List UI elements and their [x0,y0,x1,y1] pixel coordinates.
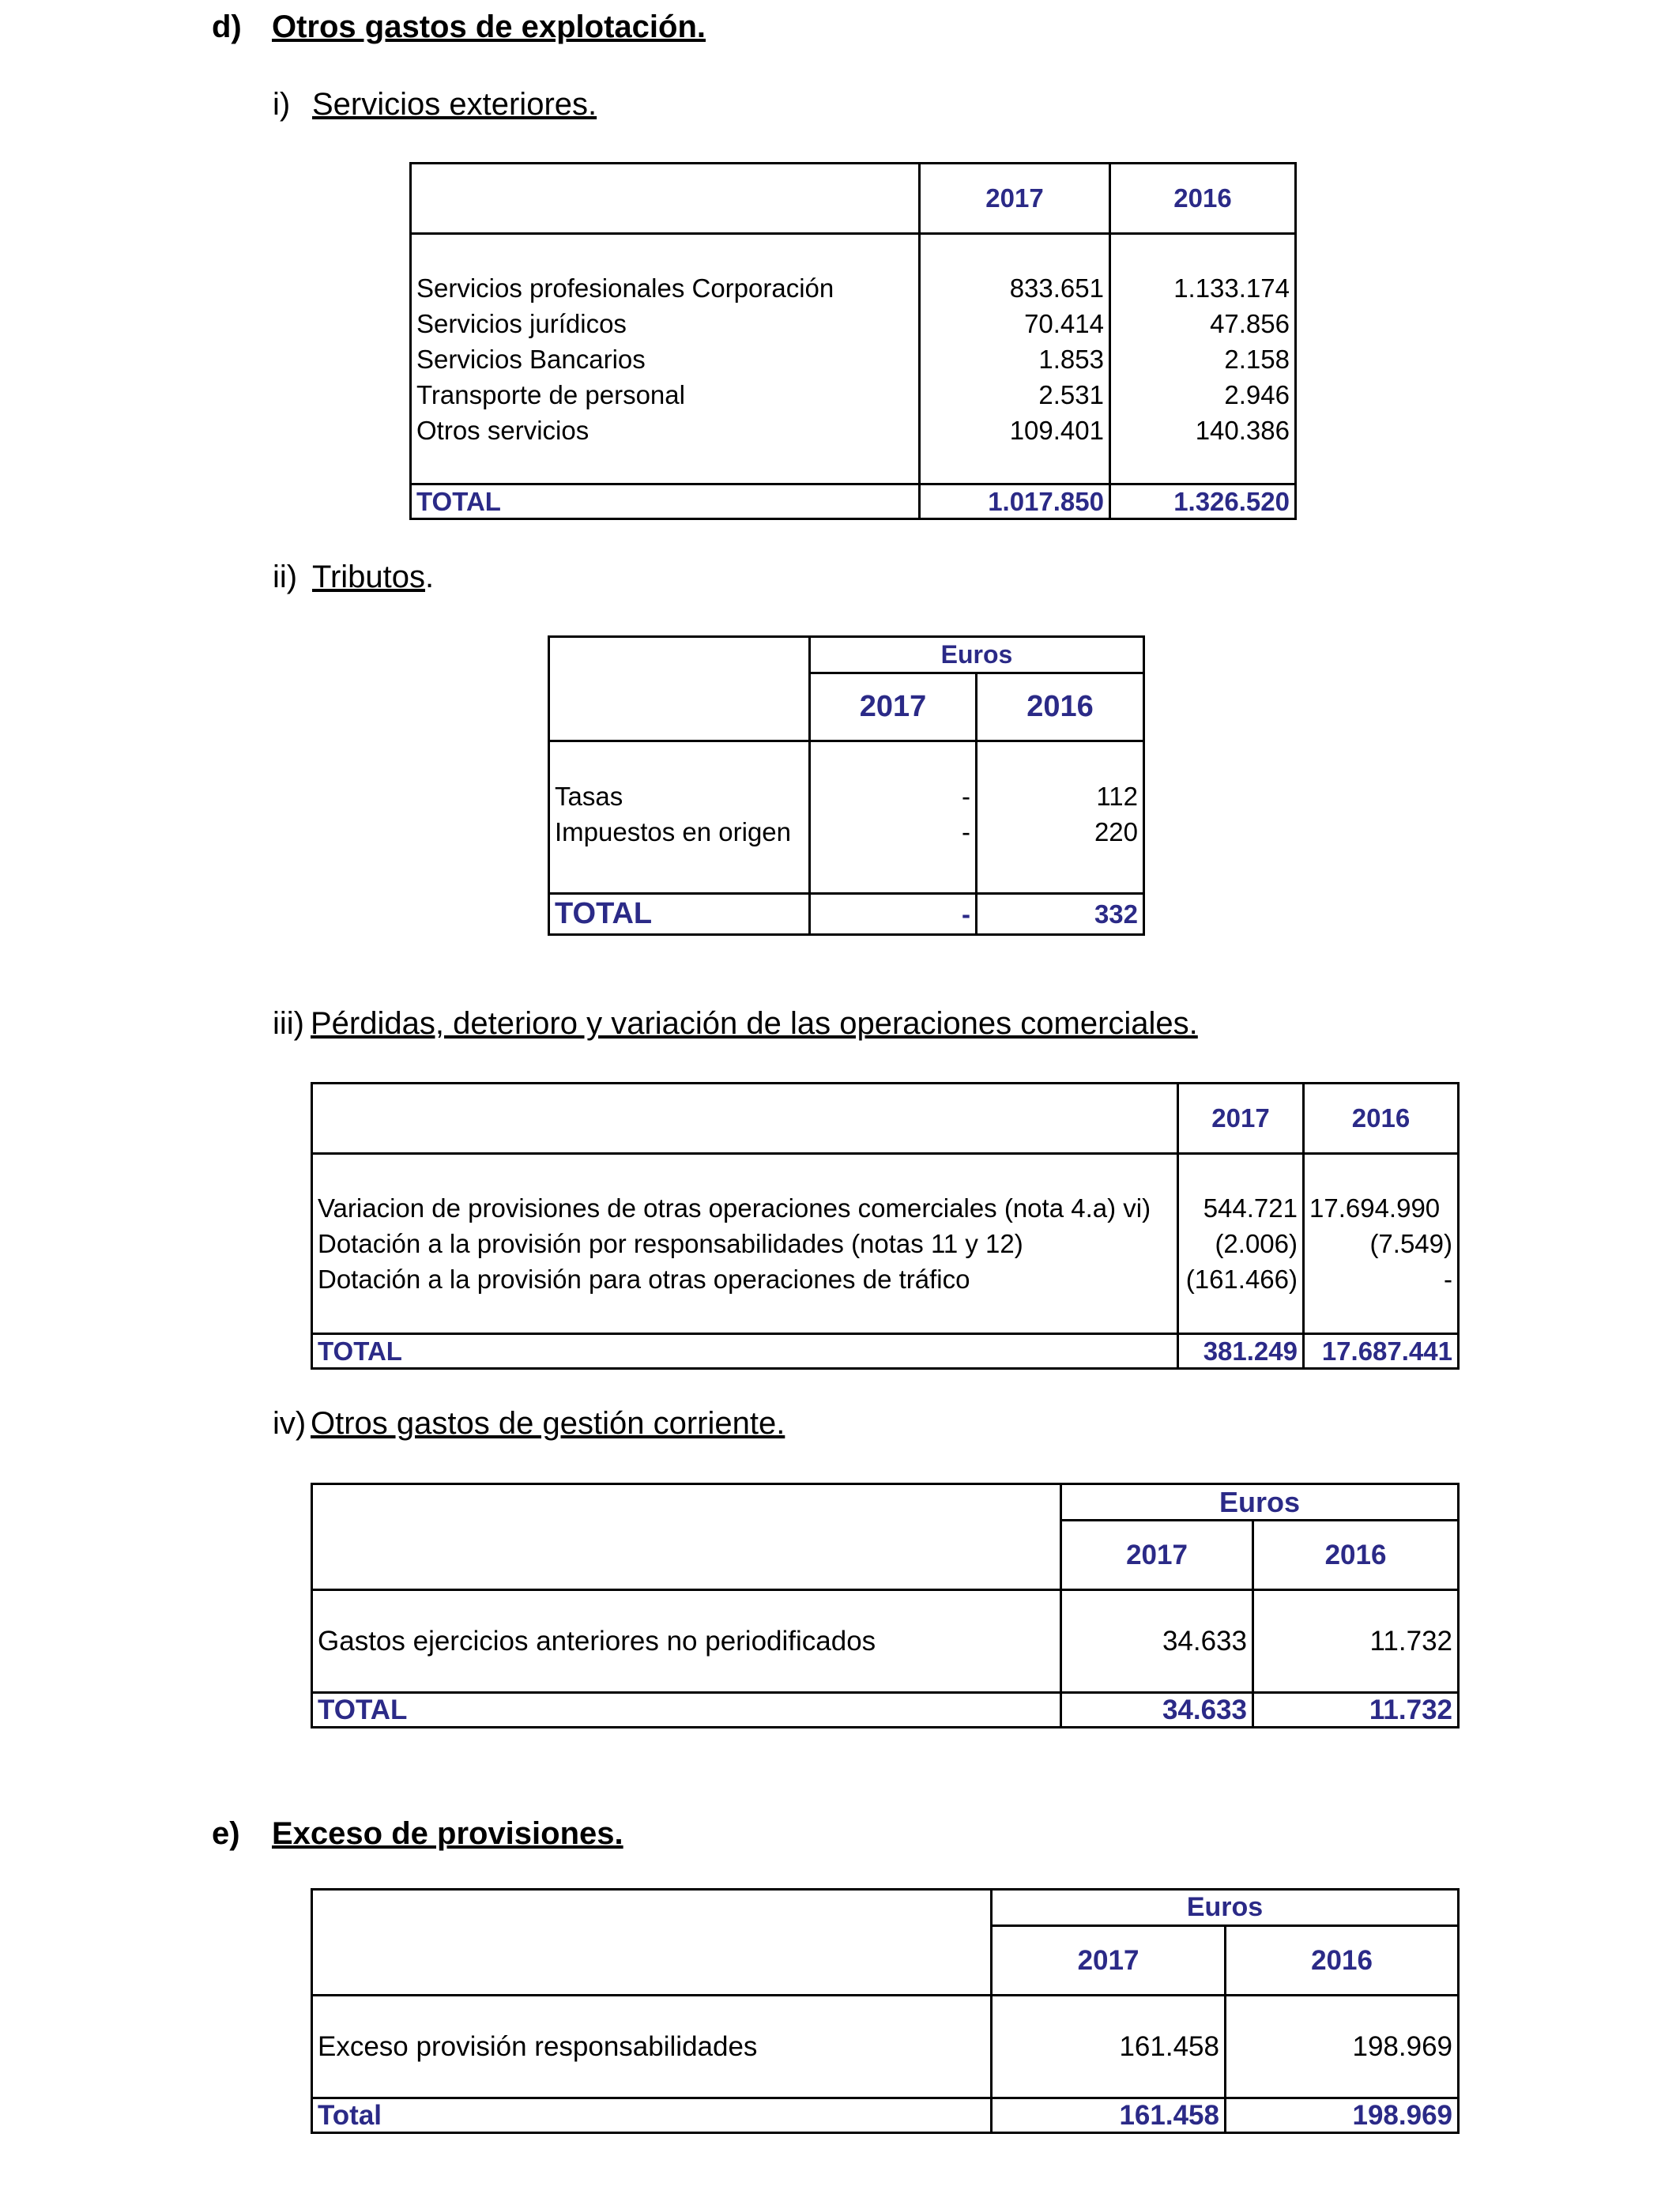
row-value-2017: - [810,779,977,815]
total-2016: 1.326.520 [1110,484,1296,519]
currency-header: Euros [810,637,1144,673]
row-value-2016: 198.969 [1226,1996,1459,2098]
row-label: Dotación a la provisión por responsabilidades (notas 11 y 12) [312,1227,1178,1262]
table-row [411,271,1296,307]
year-2016-header: 2016 [1304,1084,1459,1154]
total-2017: 161.458 [992,2098,1226,2133]
row-value-2016: 2.946 [1110,378,1296,413]
total-label: TOTAL [312,1693,1061,1728]
row-value-2017: 70.414 [920,307,1110,342]
total-row [549,894,1144,935]
row-value-2016: 1.133.174 [1110,271,1296,307]
total-2017: 1.017.850 [920,484,1110,519]
row-value-2017: 1.853 [920,342,1110,378]
row-value-2017: - [810,815,977,850]
row-value-2016: 11.732 [1253,1590,1459,1693]
row-value-2016: 220 [977,815,1144,850]
row-value-2016: - [1304,1262,1459,1298]
sub-iv-title: Otros gastos de gestión corriente. [311,1406,785,1441]
row-value-2017: (161.466) [1178,1262,1304,1298]
row-value-2016: 47.856 [1110,307,1296,342]
table-row [312,1996,1459,2098]
row-label: Exceso provisión responsabilidades [312,1996,992,2098]
table-row [411,342,1296,378]
row-label: Impuestos en origen [549,815,810,850]
row-value-2017: 544.721 [1178,1191,1304,1227]
row-label: Gastos ejercicios anteriores no periodificados [312,1590,1061,1693]
currency-header: Euros [992,1890,1459,1926]
sub-iv-heading [273,1406,785,1442]
table-row [549,779,1144,815]
table-row [411,307,1296,342]
section-d-heading [212,9,706,45]
year-2017-header: 2017 [992,1926,1226,1996]
total-label: TOTAL [411,484,920,519]
total-2017: - [810,894,977,935]
table-exceso-provisiones [311,1888,1460,2134]
table-row [312,1227,1459,1262]
row-value-2017: (2.006) [1178,1227,1304,1262]
header-blank [312,1890,992,1996]
header-blank [312,1084,1178,1154]
total-2016: 11.732 [1253,1693,1459,1728]
row-label: Tasas [549,779,810,815]
year-2016-header: 2016 [1226,1926,1459,1996]
section-e-label: e) [212,1816,240,1851]
section-e-title: Exceso de provisiones. [272,1816,623,1851]
table-row [411,413,1296,449]
row-value-2017: 34.633 [1061,1590,1253,1693]
row-value-2016: 17.694.990 [1304,1191,1459,1227]
row-label: Variacion de provisiones de otras operaciones comerciales (nota 4.a) vi) [312,1191,1178,1227]
row-label: Otros servicios [411,413,920,449]
total-label: Total [312,2098,992,2133]
row-value-2016: 112 [977,779,1144,815]
section-e-heading [212,1816,623,1852]
sub-iii-heading [273,1006,1198,1042]
table-servicios-exteriores [409,162,1297,520]
table-tributos [548,635,1145,936]
total-2016: 17.687.441 [1304,1334,1459,1369]
row-label: Servicios profesionales Corporación [411,271,920,307]
header-blank [312,1484,1061,1590]
row-value-2016: 2.158 [1110,342,1296,378]
table-row [411,378,1296,413]
total-row [312,2098,1459,2133]
sub-ii-suffix: . [425,560,435,594]
sub-iii-title: Pérdidas, deterioro y variación de las operaciones comerciales. [311,1006,1198,1041]
table-row [312,1262,1459,1298]
section-d-label: d) [212,9,242,44]
year-2017-header: 2017 [920,164,1110,234]
row-value-2017: 109.401 [920,413,1110,449]
sub-i-title: Servicios exteriores. [312,87,597,122]
total-label: TOTAL [312,1334,1178,1369]
sub-iv-label: iv) [273,1406,307,1441]
total-row [312,1334,1459,1369]
row-label: Dotación a la provisión para otras operaciones de tráfico [312,1262,1178,1298]
sub-ii-title: Tributos [312,560,426,594]
total-2017: 381.249 [1178,1334,1304,1369]
header-blank [549,637,810,741]
row-label: Transporte de personal [411,378,920,413]
year-2017-header: 2017 [810,673,977,741]
sub-i-heading [273,87,597,123]
year-2017-header: 2017 [1178,1084,1304,1154]
year-2016-header: 2016 [1110,164,1296,234]
total-row [312,1693,1459,1728]
sub-iii-label: iii) [273,1006,304,1041]
table-row [312,1191,1459,1227]
section-d-title: Otros gastos de explotación. [272,9,706,44]
row-value-2016: 140.386 [1110,413,1296,449]
total-row [411,484,1296,519]
year-2017-header: 2017 [1061,1521,1253,1590]
header-blank [411,164,920,234]
row-label: Servicios jurídicos [411,307,920,342]
currency-header: Euros [1061,1484,1459,1521]
sub-ii-label: ii) [273,560,298,594]
row-value-2017: 833.651 [920,271,1110,307]
total-2016: 198.969 [1226,2098,1459,2133]
table-perdidas-deterioro [311,1082,1460,1370]
total-label: TOTAL [549,894,810,935]
year-2016-header: 2016 [1253,1521,1459,1590]
table-row [312,1590,1459,1693]
total-2016: 332 [977,894,1144,935]
row-label: Servicios Bancarios [411,342,920,378]
year-2016-header: 2016 [977,673,1144,741]
table-row [549,815,1144,850]
row-value-2017: 161.458 [992,1996,1226,2098]
sub-ii-heading [273,560,434,595]
row-value-2017: 2.531 [920,378,1110,413]
table-otros-gastos-gestion [311,1483,1460,1728]
sub-i-label: i) [273,87,291,122]
row-value-2016: (7.549) [1304,1227,1459,1262]
total-2017: 34.633 [1061,1693,1253,1728]
